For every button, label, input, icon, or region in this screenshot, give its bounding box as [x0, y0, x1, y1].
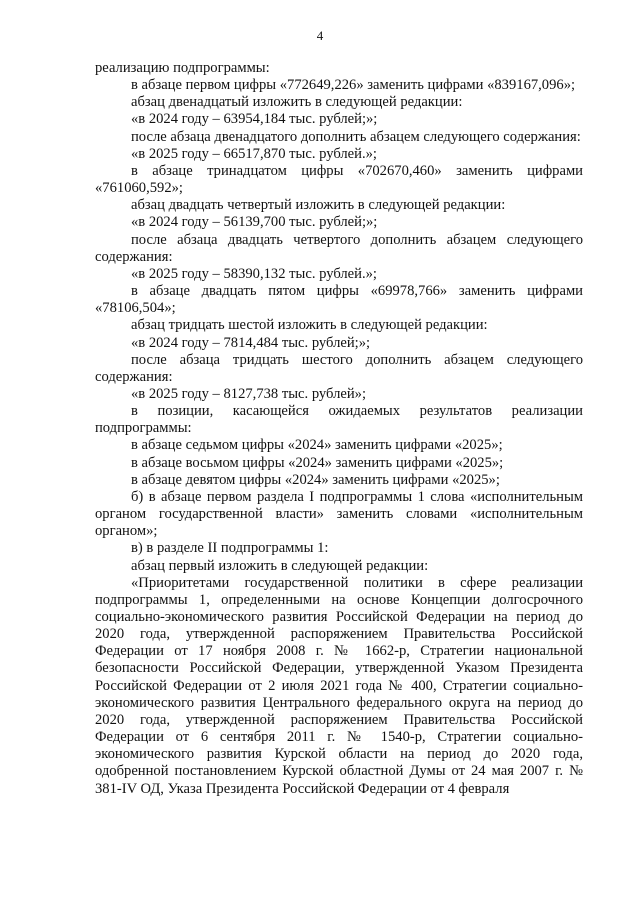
paragraph: «в 2025 году – 8127,738 тыс. рублей»;	[131, 385, 367, 402]
paragraph: в абзаце восьмом цифры «2024» заменить цифрами «2025»;	[131, 454, 504, 471]
paragraph: в абзаце девятом цифры «2024» заменить цифрами «2025»;	[131, 471, 500, 488]
paragraph: «Приоритетами государственной политики в сфере реализации подпрограммы 1, определенными на основе Концепции долгосрочного социально-экономического развития Российской Федерации на период до 2020 года, утвержденной распоряжением Правительства Российской Федерации от 17 ноября 2008 г. № 1662-р, Стратегии национальной безопасности Российской Федерации, утвержденной Указом Президента Российской Федерации от 2 июля 2021 года № 400, Стратегии социально-экономического развития Центрального федерального округа на период до 2020 года, утвержденной распоряжением Правительства Российской Федерации от 6 сентября 2011 г. № 1540-р, Стратегии социально-экономического развития Курской области на период до 2020 года, одобренной постановлением Курской областной Думы от 24 мая 2007 г. № 381-IV ОД, Указа Президента Российской Федерации от 4 февраля	[95, 574, 583, 797]
paragraph: реализацию подпрограммы:	[95, 60, 270, 76]
paragraph: «в 2024 году – 7814,484 тыс. рублей;»;	[131, 334, 371, 351]
paragraph: «в 2025 году – 58390,132 тыс. рублей.»;	[131, 265, 377, 282]
paragraph: в абзаце двадцать пятом цифры «69978,766» заменить цифрами «78106,504»;	[95, 283, 583, 317]
paragraph: после абзаца двенадцатого дополнить абзацем следующего содержания:	[131, 128, 581, 145]
paragraph: абзац тридцать шестой изложить в следующей редакции:	[131, 317, 488, 334]
paragraph: в абзаце седьмом цифры «2024» заменить цифрами «2025»;	[131, 437, 503, 454]
paragraph: после абзаца двадцать четвертого дополнить абзацем следующего содержания:	[95, 231, 583, 265]
paragraph: абзац первый изложить в следующей редакции:	[131, 557, 429, 574]
paragraph: после абзаца тридцать шестого дополнить абзацем следующего содержания:	[95, 351, 583, 385]
paragraph: в абзаце тринадцатом цифры «702670,460» заменить цифрами «761060,592»;	[95, 162, 583, 197]
paragraph: в) в разделе II подпрограммы 1:	[131, 540, 329, 557]
paragraph: б) в абзаце первом раздела I подпрограммы 1 слова «исполнительным органом государственной власти» заменить словами «исполнительным органом»;	[95, 488, 583, 540]
document-body	[95, 60, 583, 798]
paragraph: абзац двенадцатый изложить в следующей редакции:	[131, 94, 463, 111]
paragraph: «в 2024 году – 56139,700 тыс. рублей;»;	[131, 214, 378, 231]
page-number: 4	[316, 28, 324, 43]
paragraph: в абзаце первом цифры «772649,226» заменить цифрами «839167,096»;	[131, 77, 576, 94]
paragraph: «в 2025 году – 66517,870 тыс. рублей.»;	[131, 145, 377, 162]
paragraph: в позиции, касающейся ожидаемых результатов реализации подпрограммы:	[95, 403, 583, 437]
paragraph: абзац двадцать четвертый изложить в следующей редакции:	[131, 197, 506, 214]
paragraph: «в 2024 году – 63954,184 тыс. рублей;»;	[131, 111, 378, 128]
